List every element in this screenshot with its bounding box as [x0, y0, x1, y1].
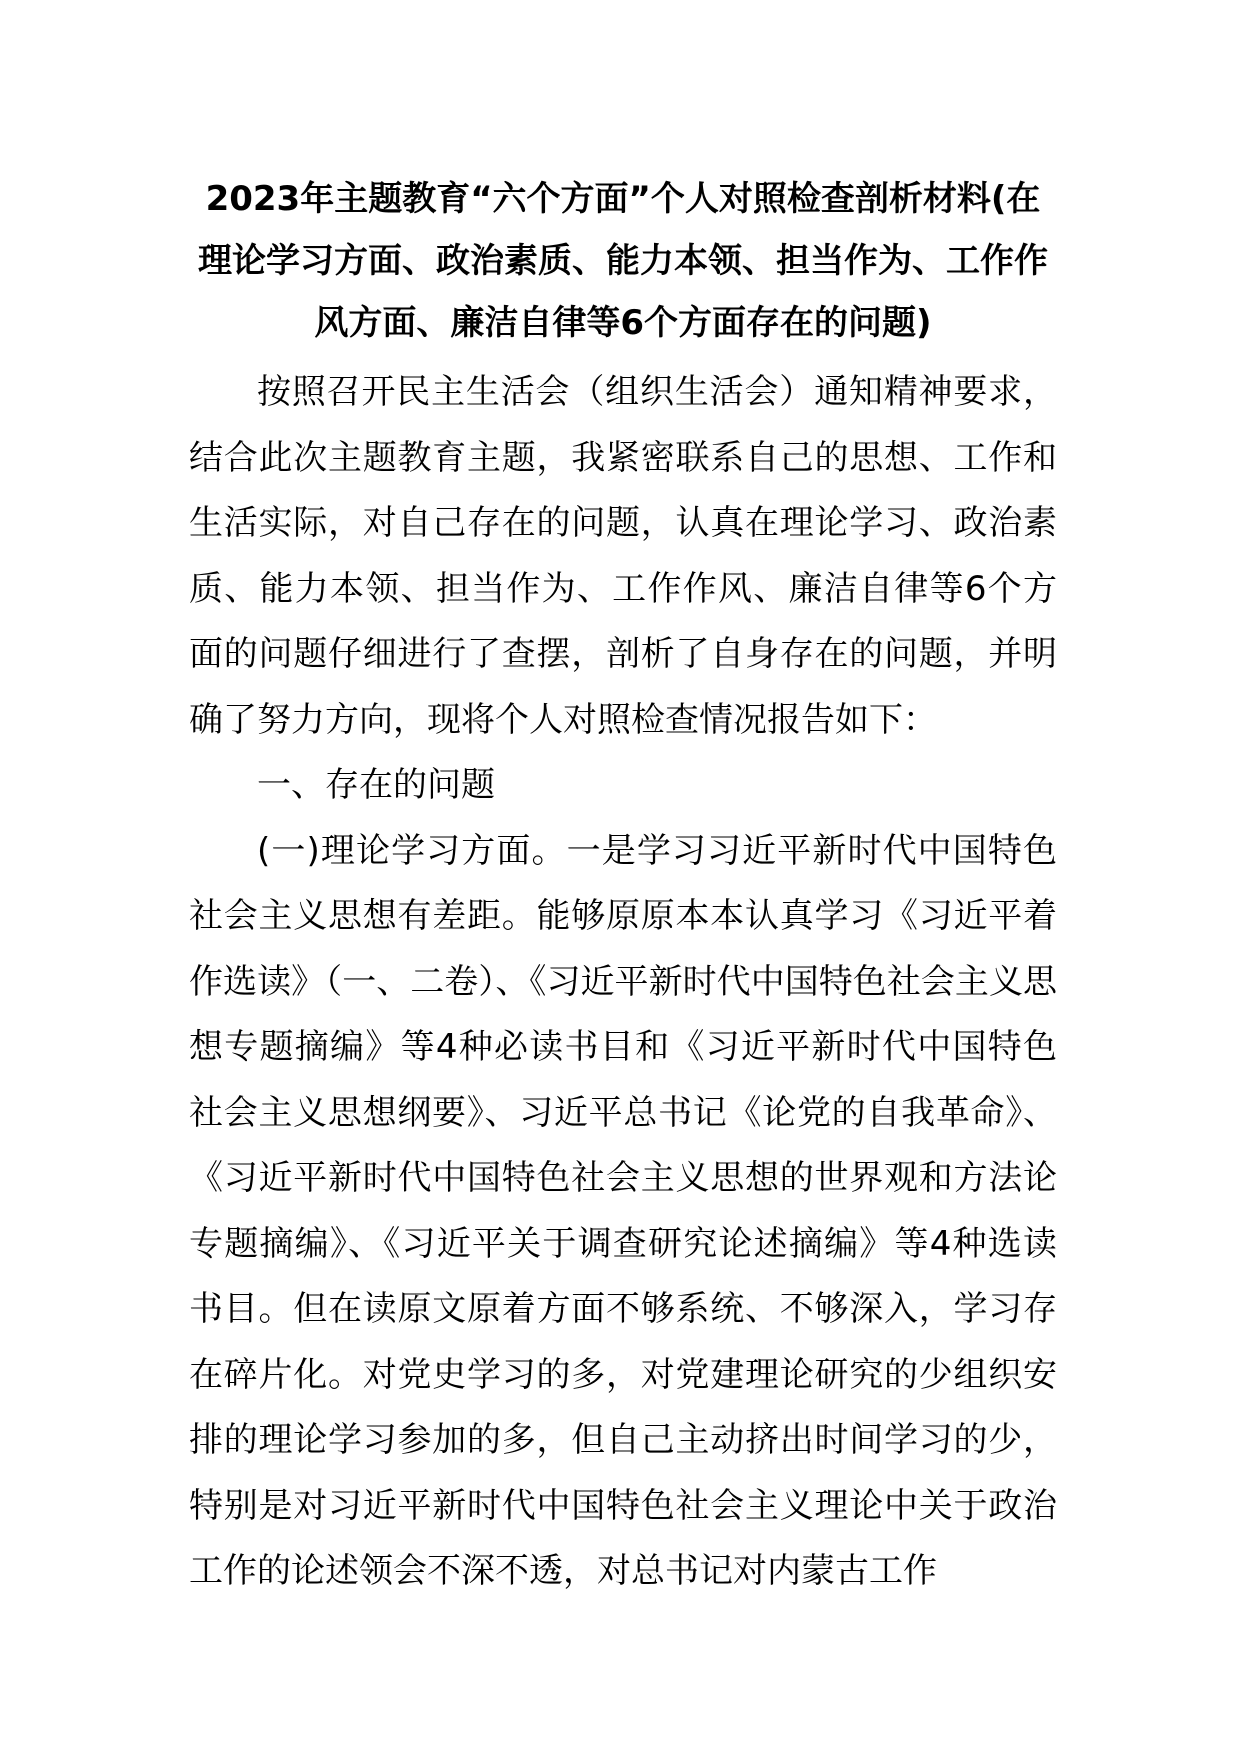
intro-paragraph: 按照召开民主生活会（组织生活会）通知精神要求，结合此次主题教育主题，我紧密联系自己的思想、工作和生活实际，对自己存在的问题，认真在理论学习、政治素质、能力本领、担当作为、工作作风、廉洁自律等6个方面的问题仔细进行了查摆，剖析了自身存在的问题，并明确了努力方向，现将个人对照检查情况报告如下：	[189, 372, 1057, 740]
section-heading: 一、存在的问题	[257, 765, 495, 805]
document-title: 2023年主题教育“六个方面”个人对照检查剖析材料(在理论学习方面、政治素质、能力本领、担当作为、工作作风方面、廉洁自律等6个方面存在的问题)	[198, 179, 1048, 343]
document-body	[189, 168, 1057, 1605]
body-paragraph: (一)理论学习方面。一是学习习近平新时代中国特色社会主义思想有差距。能够原原本本认真学习《习近平着作选读》（一、二卷）、《习近平新时代中国特色社会主义思想专题摘编》等4种必读书目和《习近平新时代中国特色社会主义思想纲要》、习近平总书记《论党的自我革命》、《习近平新时代中国特色社会主义思想的世界观和方法论专题摘编》、《习近平关于调查研究论述摘编》等4种选读书目。但在读原文原着方面不够系统、不够深入，学习存在碎片化。对党史学习的多，对党建理论研究的少组织安排的理论学习参加的多，但自己主动挤出时间学习的少，特别是对习近平新时代中国特色社会主义理论中关于政治工作的论述领会不深不透，对总书记对内蒙古工作	[189, 830, 1057, 1591]
